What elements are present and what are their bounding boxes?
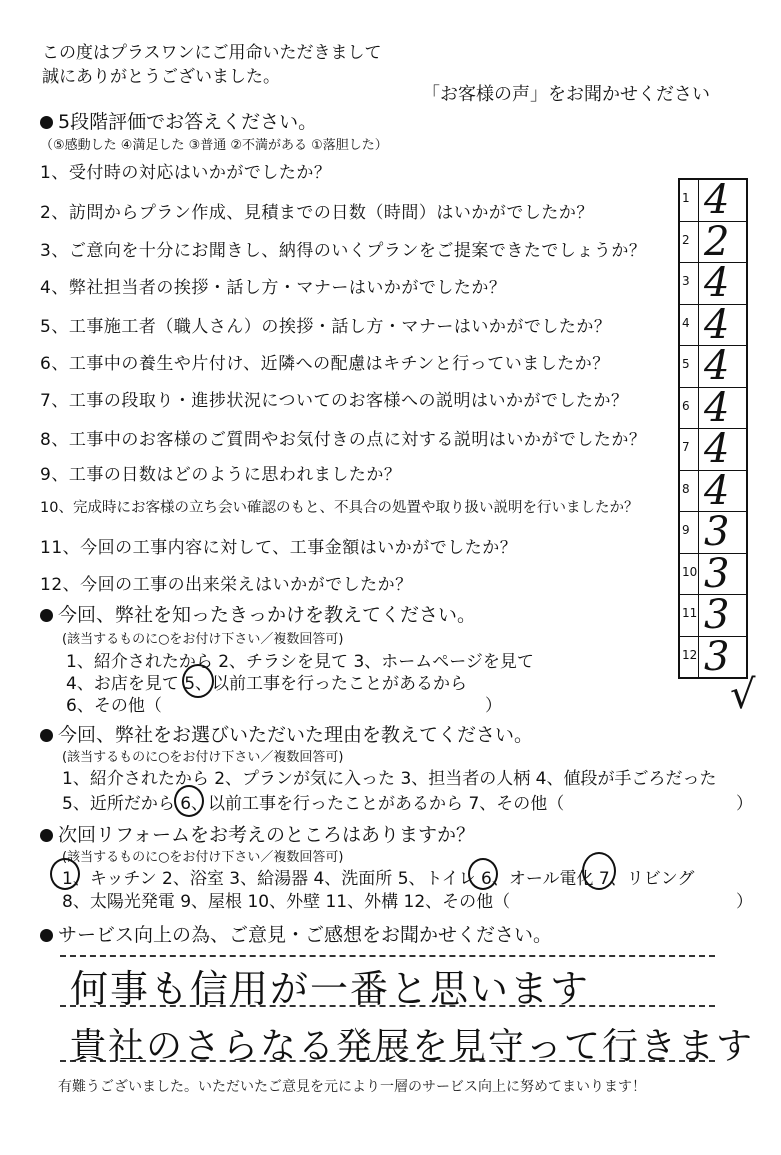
- answer-divider: [698, 512, 699, 553]
- answer-value: 3: [704, 509, 730, 555]
- question-4: 4、弊社担当者の挨拶・話し方・マナーはいかがでしたか？: [40, 278, 507, 298]
- footer-thanks: 有難うございました。いただいたご意見を元により一層のサービス向上に努めてまいります！: [58, 1079, 646, 1095]
- answer-value: 4: [704, 343, 730, 389]
- answer-number: 6: [682, 398, 690, 413]
- answer-divider: [698, 346, 699, 387]
- answer-box-11: [680, 592, 746, 638]
- comments-heading: [40, 920, 552, 947]
- answer-box-1: [680, 177, 746, 223]
- reason-selected-circle: [174, 785, 204, 817]
- answer-value: 3: [704, 550, 730, 597]
- bullet-icon: [40, 609, 53, 622]
- answer-box-10: [680, 550, 746, 597]
- bullet-icon: [40, 929, 53, 942]
- question-6: 6、工事中の養生や片付け、近隣への配慮はキチンと行っていましたか？: [40, 354, 610, 374]
- next-reform-options-line-2: 8、太陽光発電 9、屋根 10、外壁 11、外構 12、その他（: [62, 892, 511, 912]
- answer-box-4: [680, 301, 746, 348]
- answer-value: 2: [704, 218, 730, 265]
- rating-scale: （⑤感動した ④満足した ③普通 ②不満がある ①落胆した）: [40, 138, 388, 153]
- answer-value: 4: [704, 384, 730, 431]
- answer-value: 4: [704, 260, 730, 306]
- answer-divider: [698, 305, 699, 346]
- answer-box-3: [680, 260, 746, 306]
- trigger-heading-text: 今回、弊社を知ったきっかけを教えてください。: [58, 604, 477, 626]
- question-7: 7、工事の段取り・進捗状況についてのお客様への説明はいかがでしたか？: [40, 391, 629, 411]
- trigger-selected-circle: [182, 664, 214, 698]
- reason-options-line-2: 5、近所だから 6、以前工事を行ったことがあるから 7、その他（: [62, 794, 565, 814]
- answer-box-8: [680, 467, 746, 514]
- next-reform-selected-circle-7: [582, 852, 616, 890]
- reason-close-paren: ）: [736, 794, 753, 814]
- next-reform-close-paren: ）: [736, 892, 753, 912]
- answer-divider: [698, 554, 699, 595]
- answer-number: 11: [682, 606, 698, 620]
- comment-line-1: [60, 955, 715, 957]
- voice-title: 「お客様の声」をお聞かせください: [422, 84, 710, 105]
- answer-box-5: [680, 343, 746, 389]
- answer-number: 3: [682, 274, 690, 288]
- trigger-options-line-2: 4、お店を見て 5、以前工事を行ったことがあるから: [66, 674, 468, 694]
- answer-value: 4: [704, 177, 730, 223]
- answer-divider: [698, 388, 699, 429]
- intro-line-2: 誠にありがとうございました。: [42, 67, 280, 87]
- answer-divider: [698, 595, 699, 636]
- answer-box-12: [680, 633, 746, 680]
- intro-line-1: この度はプラスワンにご用命いただきまして: [42, 43, 382, 63]
- next-reform-heading-text: 次回リフォームをお考えのところはありますか？: [58, 824, 476, 846]
- answer-number: 1: [682, 191, 690, 205]
- next-reform-selected-circle-6: [468, 858, 498, 890]
- question-2: 2、訪問からプラン作成、見積までの日数（時間）はいかがでしたか？: [40, 203, 594, 223]
- answer-number: 12: [682, 647, 698, 662]
- rating-heading-text: 5段階評価でお答えください。: [58, 111, 318, 133]
- reason-options-line-1: 1、紹介されたから 2、プランが気に入った 3、担当者の人柄 4、値段が手ごろだった: [62, 769, 717, 789]
- answer-value: 3: [704, 633, 730, 680]
- answer-box-6: [680, 384, 746, 431]
- handwritten-comment-2: 貴社のさらなる発展を見守って行きます: [70, 1026, 755, 1067]
- answer-number: 9: [682, 523, 690, 537]
- question-3: 3、ご意向を十分にお聞きし、納得のいくプランをご提案できたでしょうか？: [40, 241, 647, 261]
- handwritten-comment-1: 何事も信用が一番と思います: [70, 967, 591, 1011]
- question-9: 9、工事の日数はどのように思われましたか？: [40, 465, 402, 485]
- answer-divider: [698, 637, 699, 678]
- next-reform-selected-circle-1: [50, 858, 80, 890]
- question-8: 8、工事中のお客様のご質問やお気付きの点に対する説明はいかがでしたか？: [40, 430, 647, 450]
- answer-divider: [698, 180, 699, 221]
- answer-divider: [698, 263, 699, 304]
- reason-heading: [40, 720, 533, 747]
- trigger-options-line-1: 1、紹介されたから 2、チラシを見て 3、ホームページを見て: [66, 652, 534, 672]
- bullet-icon: [40, 116, 53, 129]
- next-reform-heading: [40, 820, 475, 847]
- trigger-close-paren: ）: [485, 696, 502, 716]
- comments-heading-text: サービス向上の為、ご意見・ご感想をお聞かせください。: [58, 924, 553, 946]
- answer-divider: [698, 429, 699, 470]
- reason-note: (該当するものに○をお付け下さい／複数回答可): [62, 750, 344, 765]
- question-5: 5、工事施工者（職人さん）の挨拶・話し方・マナーはいかがでしたか？: [40, 317, 612, 337]
- next-reform-note: (該当するものに○をお付け下さい／複数回答可): [62, 850, 344, 865]
- reason-heading-text: 今回、弊社をお選びいただいた理由を教えてください。: [58, 724, 534, 746]
- answer-number: 8: [682, 481, 690, 496]
- question-12: 12、今回の工事の出来栄えはいかがでしたか？: [40, 575, 413, 595]
- bullet-icon: [40, 729, 53, 742]
- answer-value: 4: [704, 426, 730, 472]
- check-mark: √: [730, 672, 756, 718]
- answer-box-2: [680, 218, 746, 265]
- question-11: 11、今回の工事内容に対して、工事金額はいかがでしたか？: [40, 538, 518, 558]
- bullet-icon: [40, 829, 53, 842]
- answer-number: 5: [682, 357, 690, 371]
- answer-number: 2: [682, 232, 690, 247]
- question-1: 1、受付時の対応はいかがでしたか？: [40, 163, 332, 183]
- question-10: 10、完成時にお客様の立ち会い確認のもと、不具合の処置や取り扱い説明を行いましたか？: [40, 500, 639, 516]
- answer-box-9: [680, 509, 746, 555]
- answer-number: 7: [682, 440, 690, 454]
- answer-value: 3: [704, 592, 730, 638]
- answer-box-7: [680, 426, 746, 472]
- answer-value: 4: [704, 467, 730, 514]
- next-reform-options-line-1: 1、キッチン 2、浴室 3、給湯器 4、洗面所 5、トイレ 6、オール電化 7、リビング: [62, 869, 695, 889]
- trigger-note: (該当するものに○をお付け下さい／複数回答可): [62, 632, 344, 647]
- answer-number: 10: [682, 564, 698, 579]
- trigger-options-line-3: 6、その他（: [66, 696, 162, 716]
- answer-number: 4: [682, 315, 690, 330]
- answer-divider: [698, 471, 699, 512]
- answer-boxes: [678, 178, 748, 679]
- rating-heading: [40, 107, 317, 134]
- answer-divider: [698, 222, 699, 263]
- trigger-heading: [40, 600, 476, 627]
- answer-value: 4: [704, 301, 730, 348]
